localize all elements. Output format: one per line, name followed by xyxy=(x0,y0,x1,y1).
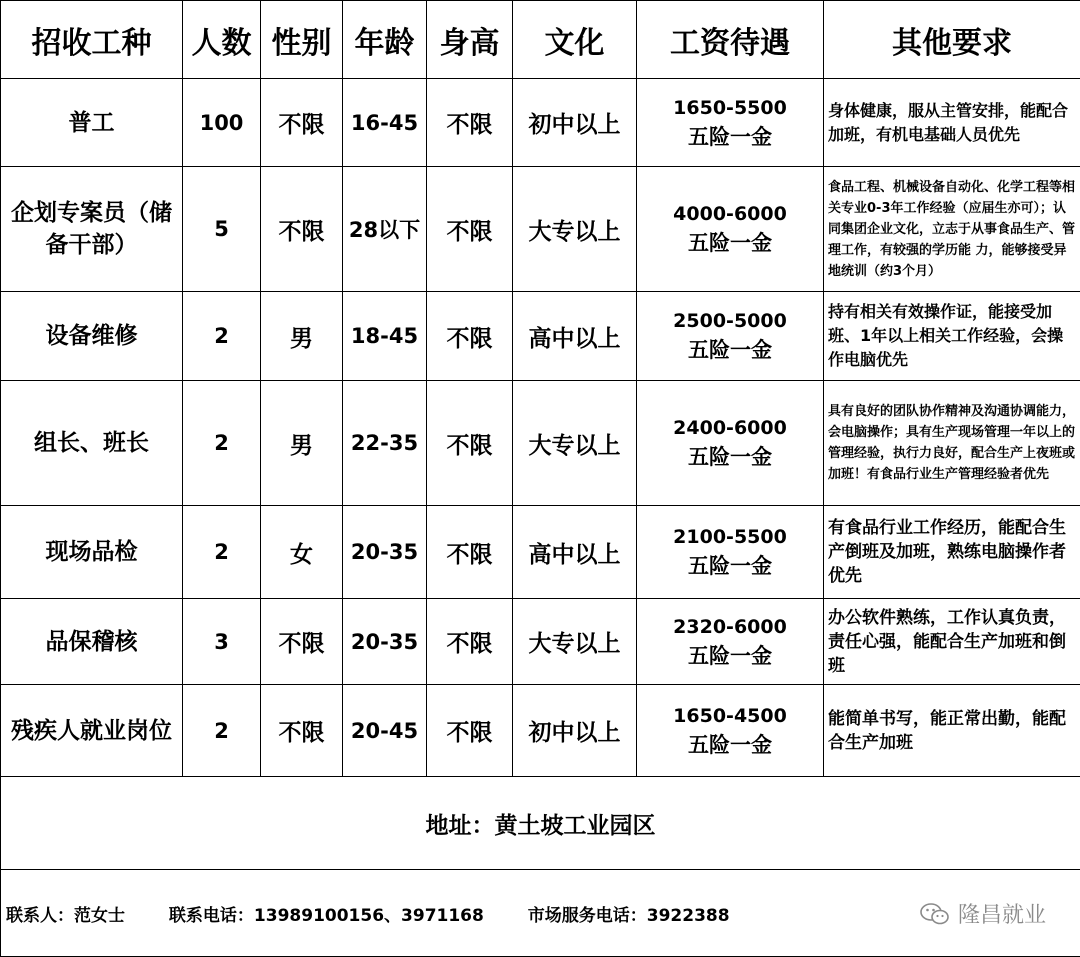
salary-range: 2400-6000 xyxy=(637,414,823,443)
gender-cell: 女 xyxy=(261,506,343,599)
age-cell: 16-45 xyxy=(343,79,427,167)
requirements-cell: 食品工程、机械设备自动化、化学工程等相关专业0-3年工作经验（应届生亦可）；认同集团企业文化，立志于从事食品生产、管理工作，有较强的学历能 力，能够接受异地统训（约3个月） xyxy=(824,167,1080,292)
requirements-cell: 能简单书写，能正常出勤，能配合生产加班 xyxy=(824,685,1080,777)
requirements-cell: 有食品行业工作经历，能配合生产倒班及加班，熟练电脑操作者优先 xyxy=(824,506,1080,599)
height-cell: 不限 xyxy=(427,506,513,599)
salary-cell xyxy=(637,685,824,777)
gender-cell: 不限 xyxy=(261,599,343,685)
header-education: 文化 xyxy=(513,1,637,79)
count-cell: 100 xyxy=(183,79,261,167)
position-cell: 组长、班长 xyxy=(1,381,183,506)
watermark-text: 隆昌就业 xyxy=(958,903,1046,928)
count-cell: 2 xyxy=(183,685,261,777)
position-cell: 品保稽核 xyxy=(1,599,183,685)
wechat-icon xyxy=(920,903,950,925)
salary-cell xyxy=(637,79,824,167)
benefits-text: 五险一金 xyxy=(637,642,823,671)
count-cell: 5 xyxy=(183,167,261,292)
header-count: 人数 xyxy=(183,1,261,79)
salary-range: 1650-5500 xyxy=(637,94,823,123)
education-cell: 大专以上 xyxy=(513,167,637,292)
table-row xyxy=(1,79,1080,167)
benefits-text: 五险一金 xyxy=(637,552,823,581)
education-cell: 初中以上 xyxy=(513,79,637,167)
height-cell: 不限 xyxy=(427,79,513,167)
address-row xyxy=(1,777,1080,870)
header-position: 招收工种 xyxy=(1,1,183,79)
table-row xyxy=(1,381,1080,506)
age-cell: 20-45 xyxy=(343,685,427,777)
education-cell: 高中以上 xyxy=(513,292,637,381)
salary-cell xyxy=(637,506,824,599)
header-salary: 工资待遇 xyxy=(637,1,824,79)
benefits-text: 五险一金 xyxy=(637,229,823,258)
height-cell: 不限 xyxy=(427,685,513,777)
header-height: 身高 xyxy=(427,1,513,79)
salary-range: 2100-5500 xyxy=(637,523,823,552)
header-row xyxy=(1,1,1080,79)
requirements-cell: 具有良好的团队协作精神及沟通协调能力，会电脑操作；具有生产现场管理一年以上的管理经验，执行力良好，配合生产上夜班或加班！有食品行业生产管理经验者优先 xyxy=(824,381,1080,506)
gender-cell: 不限 xyxy=(261,167,343,292)
age-cell: 20-35 xyxy=(343,599,427,685)
age-cell: 28以下 xyxy=(343,167,427,292)
header-age: 年龄 xyxy=(343,1,427,79)
watermark xyxy=(920,898,1046,929)
contact-cell xyxy=(1,870,1080,957)
height-cell: 不限 xyxy=(427,167,513,292)
position-cell: 普工 xyxy=(1,79,183,167)
position-cell: 设备维修 xyxy=(1,292,183,381)
education-cell: 高中以上 xyxy=(513,506,637,599)
contact-person: 联系人：范女士 xyxy=(6,906,125,926)
benefits-text: 五险一金 xyxy=(637,443,823,472)
position-cell: 残疾人就业岗位 xyxy=(1,685,183,777)
height-cell: 不限 xyxy=(427,381,513,506)
salary-cell xyxy=(637,167,824,292)
contact-row xyxy=(1,870,1080,957)
gender-cell: 不限 xyxy=(261,79,343,167)
market-service-phone: 市场服务电话：3922388 xyxy=(528,906,730,926)
gender-cell: 男 xyxy=(261,292,343,381)
age-cell: 18-45 xyxy=(343,292,427,381)
table-row xyxy=(1,292,1080,381)
table-row xyxy=(1,506,1080,599)
count-cell: 2 xyxy=(183,506,261,599)
salary-range: 2500-5000 xyxy=(637,307,823,336)
salary-cell xyxy=(637,381,824,506)
benefits-text: 五险一金 xyxy=(637,336,823,365)
height-cell: 不限 xyxy=(427,292,513,381)
address-text: 地址：黄土坡工业园区 xyxy=(1,777,1080,870)
education-cell: 大专以上 xyxy=(513,381,637,506)
requirements-cell: 持有相关有效操作证，能接受加班、1年以上相关工作经验，会操作电脑优先 xyxy=(824,292,1080,381)
benefits-text: 五险一金 xyxy=(637,731,823,760)
education-cell: 初中以上 xyxy=(513,685,637,777)
gender-cell: 男 xyxy=(261,381,343,506)
count-cell: 2 xyxy=(183,292,261,381)
benefits-text: 五险一金 xyxy=(637,123,823,152)
header-gender: 性别 xyxy=(261,1,343,79)
position-cell: 企划专案员（储备干部） xyxy=(1,167,183,292)
salary-cell xyxy=(637,292,824,381)
salary-cell xyxy=(637,599,824,685)
count-cell: 2 xyxy=(183,381,261,506)
salary-range: 4000-6000 xyxy=(637,200,823,229)
table-row xyxy=(1,685,1080,777)
requirements-cell: 办公软件熟练，工作认真负责，责任心强，能配合生产加班和倒班 xyxy=(824,599,1080,685)
salary-range: 1650-4500 xyxy=(637,702,823,731)
requirements-cell: 身体健康，服从主管安排，能配合加班，有机电基础人员优先 xyxy=(824,79,1080,167)
table-row xyxy=(1,167,1080,292)
education-cell: 大专以上 xyxy=(513,599,637,685)
position-cell: 现场品检 xyxy=(1,506,183,599)
contact-phone: 联系电话：13989100156、3971168 xyxy=(169,906,484,926)
table-row xyxy=(1,599,1080,685)
gender-cell: 不限 xyxy=(261,685,343,777)
age-cell: 20-35 xyxy=(343,506,427,599)
header-requirements: 其他要求 xyxy=(824,1,1080,79)
age-cell: 22-35 xyxy=(343,381,427,506)
count-cell: 3 xyxy=(183,599,261,685)
height-cell: 不限 xyxy=(427,599,513,685)
salary-range: 2320-6000 xyxy=(637,613,823,642)
